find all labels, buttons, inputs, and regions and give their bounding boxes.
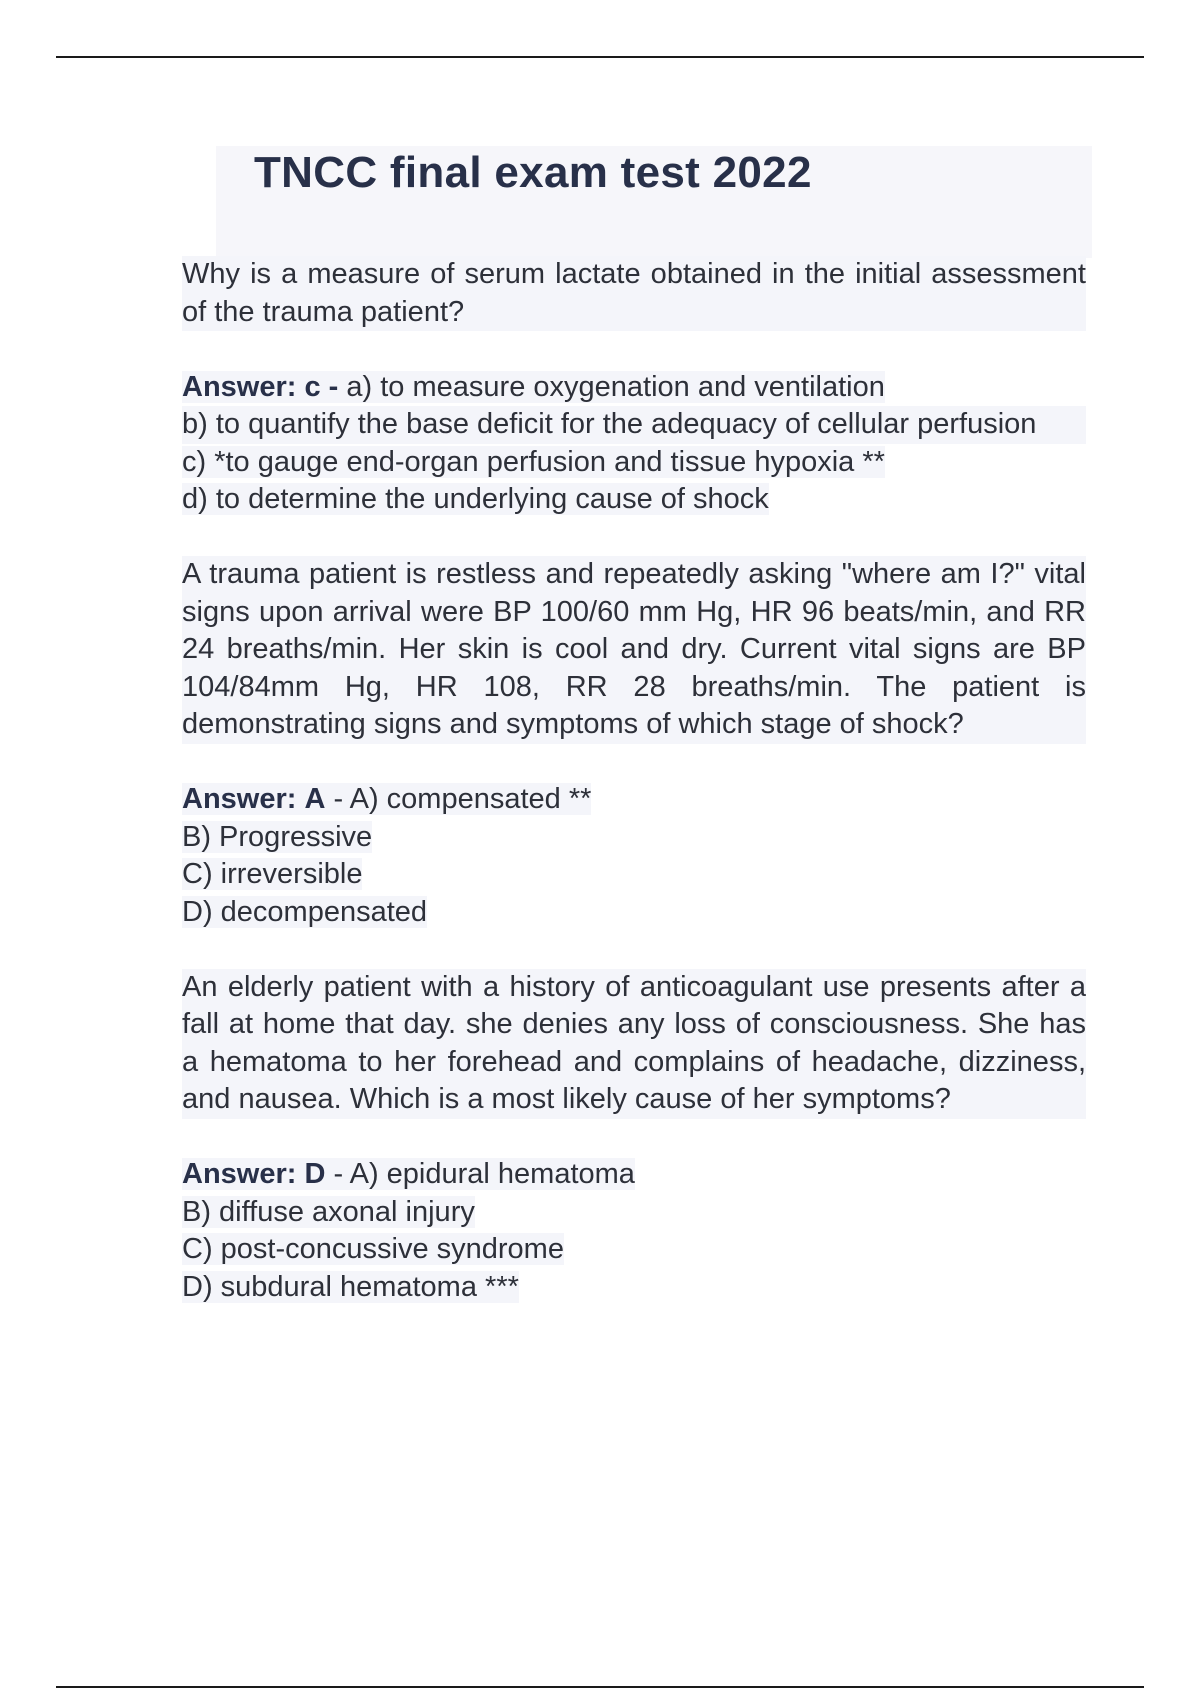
answer-separator: - [325,783,350,815]
option-1b: b) to quantify the base deficit for the adequacy of cellular perfusion [182,406,1086,444]
option-3a: A) epidural hematoma [349,1158,635,1190]
option-2a: A) compensated ** [349,783,592,815]
question-3-text: An elderly patient with a history of anticoagulant use presents after a fall at home that day. she denies any loss of consciousness. She has a hematoma to her forehead and complains of headache, dizziness, and nausea. Which is a most likely cause of her symptoms? [182,969,1086,1119]
answer-label: Answer: [182,1158,297,1190]
answer-separator: - [325,1158,350,1190]
question-2-text: A trauma patient is restless and repeatedly asking "where am I?" vital signs upon arrival were BP 100/60 mm Hg, HR 96 beats/min, and RR 24 breaths/min. Her skin is cool and dry. Current vital signs are BP 104/84mm Hg, HR 108, RR 28 breaths/min. The patient is demonstrating signs and symptoms of which stage of shock? [182,556,1086,744]
option-1a: a) to measure oxygenation and ventilation [346,370,885,403]
answer-3-line [182,1156,1086,1194]
question-1-text: Why is a measure of serum lactate obtained in the initial assessment of the trauma patient? [182,256,1086,331]
option-3c: C) post-concussive syndrome [182,1233,564,1265]
option-3b: B) diffuse axonal injury [182,1195,475,1228]
bottom-rule [56,1686,1144,1688]
answer-label: Answer: [182,370,297,403]
answer-letter: D [304,1158,326,1190]
option-1c: c) *to gauge end-organ perfusion and tissue hypoxia ** [182,445,885,478]
document-body [182,256,1086,1344]
top-rule [56,56,1144,58]
option-2d: D) decompensated [182,895,428,928]
answer-letter: A [304,783,326,815]
option-2c: C) irreversible [182,858,363,890]
answer-block-2 [182,781,1086,931]
answer-block-1 [182,369,1086,519]
answer-letter: c [304,370,321,403]
answer-1-line [182,369,1086,407]
option-3d: D) subdural hematoma *** [182,1270,519,1303]
option-2b: B) Progressive [182,820,373,853]
option-1d: d) to determine the underlying cause of shock [182,483,769,515]
page-title: TNCC final exam test 2022 [254,148,812,197]
answer-block-3 [182,1156,1086,1306]
answer-separator: - [320,370,347,403]
answer-label: Answer: [182,783,297,815]
answer-2-line [182,781,1086,819]
